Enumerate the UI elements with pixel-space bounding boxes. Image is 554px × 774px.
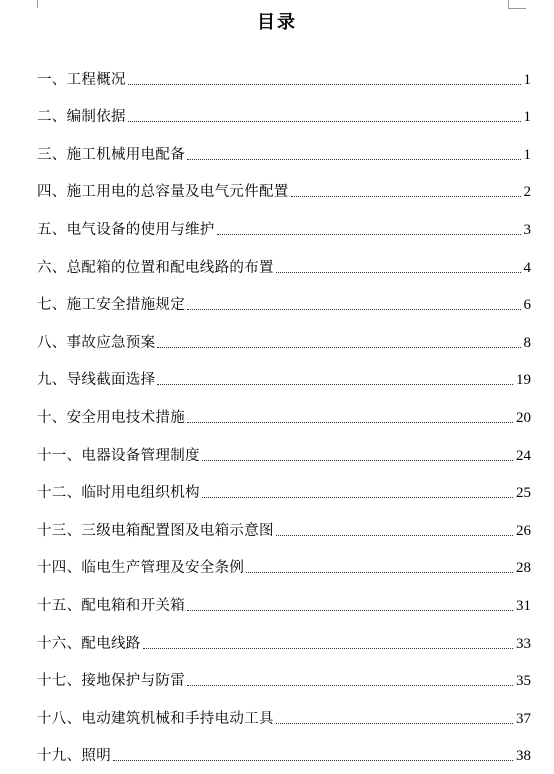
dot-leader	[143, 648, 513, 649]
toc-entry-label: 九、导线截面选择	[37, 372, 156, 389]
toc-entry-label: 五、电气设备的使用与维护	[37, 221, 215, 238]
toc-entry-label: 十二、临时用电组织机构	[37, 485, 200, 502]
toc-entry-label: 十一、电器设备管理制度	[37, 447, 200, 464]
toc-entry-page: 33	[516, 635, 531, 652]
toc-entry-label: 二、编制依据	[37, 109, 126, 126]
toc-entry[interactable]	[37, 353, 531, 391]
dot-leader	[276, 272, 521, 273]
toc-entry-page: 38	[516, 748, 531, 765]
dot-leader	[246, 572, 513, 573]
dot-leader	[276, 535, 513, 536]
toc-entry-label: 十六、配电线路	[37, 635, 141, 652]
toc-entry-label: 十、安全用电技术措施	[37, 409, 185, 426]
toc-entry-page: 24	[516, 447, 531, 464]
toc-entry[interactable]	[37, 616, 531, 654]
dot-leader	[217, 234, 521, 235]
toc-entry[interactable]	[37, 278, 531, 316]
dot-leader	[291, 196, 521, 197]
toc-entry-label: 七、施工安全措施规定	[37, 297, 185, 314]
toc-entry[interactable]	[37, 578, 531, 616]
toc-entry[interactable]	[37, 654, 531, 692]
toc-entry-page: 37	[516, 710, 531, 727]
toc-entry-label: 一、工程概况	[37, 71, 126, 88]
toc-entry[interactable]	[37, 541, 531, 579]
crop-mark-right-vertical	[508, 0, 509, 8]
dot-leader	[276, 723, 513, 724]
dot-leader	[128, 84, 521, 85]
toc-entry-page: 1	[523, 109, 531, 126]
dot-leader	[202, 460, 513, 461]
toc-entry-page: 6	[523, 297, 531, 314]
toc-entry-label: 十五、配电箱和开关箱	[37, 597, 185, 614]
toc-entry-label: 十七、接地保护与防雷	[37, 673, 185, 690]
toc-entry[interactable]	[37, 202, 531, 240]
toc-entry[interactable]	[37, 390, 531, 428]
toc-entry-label: 四、施工用电的总容量及电气元件配置	[37, 184, 289, 201]
dot-leader	[113, 760, 513, 761]
toc-entry[interactable]	[37, 428, 531, 466]
toc-entry-page: 28	[516, 560, 531, 577]
toc-entry-page: 19	[516, 372, 531, 389]
crop-mark-right-horizontal	[508, 8, 526, 9]
dot-leader	[157, 384, 513, 385]
toc-entry-page: 35	[516, 673, 531, 690]
toc-entry[interactable]	[37, 315, 531, 353]
toc-entry-label: 八、事故应急预案	[37, 334, 156, 351]
toc-entry-label: 十三、三级电箱配置图及电箱示意图	[37, 522, 274, 539]
toc-entry[interactable]	[37, 90, 531, 128]
dot-leader	[187, 159, 521, 160]
dot-leader	[187, 685, 513, 686]
toc-entry-label: 十八、电动建筑机械和手持电动工具	[37, 710, 274, 727]
toc-entry-label: 十九、照明	[37, 748, 111, 765]
toc-entry[interactable]	[37, 691, 531, 729]
dot-leader	[128, 121, 521, 122]
toc-entry-label: 六、总配箱的位置和配电线路的布置	[37, 259, 274, 276]
dot-leader	[187, 422, 513, 423]
toc-entry-page: 31	[516, 597, 531, 614]
toc-entry-label: 三、施工机械用电配备	[37, 146, 185, 163]
toc-entry-page: 4	[523, 259, 531, 276]
toc-entry-page: 26	[516, 522, 531, 539]
toc-entry[interactable]	[37, 240, 531, 278]
crop-mark-left	[37, 0, 38, 8]
table-of-contents	[37, 52, 531, 766]
dot-leader	[157, 347, 520, 348]
toc-entry[interactable]	[37, 503, 531, 541]
toc-entry-page: 1	[523, 146, 531, 163]
dot-leader	[202, 497, 513, 498]
toc-entry[interactable]	[37, 466, 531, 504]
toc-entry[interactable]	[37, 729, 531, 767]
toc-entry[interactable]	[37, 127, 531, 165]
toc-entry-page: 20	[516, 409, 531, 426]
toc-entry-page: 1	[523, 71, 531, 88]
toc-entry-label: 十四、临电生产管理及安全条例	[37, 560, 245, 577]
toc-entry-page: 8	[523, 334, 531, 351]
dot-leader	[187, 610, 513, 611]
dot-leader	[187, 309, 521, 310]
toc-entry-page: 25	[516, 485, 531, 502]
toc-entry[interactable]	[37, 165, 531, 203]
toc-title: 目录	[257, 12, 297, 33]
toc-entry-page: 2	[523, 184, 531, 201]
toc-entry[interactable]	[37, 52, 531, 90]
toc-entry-page: 3	[523, 221, 531, 238]
